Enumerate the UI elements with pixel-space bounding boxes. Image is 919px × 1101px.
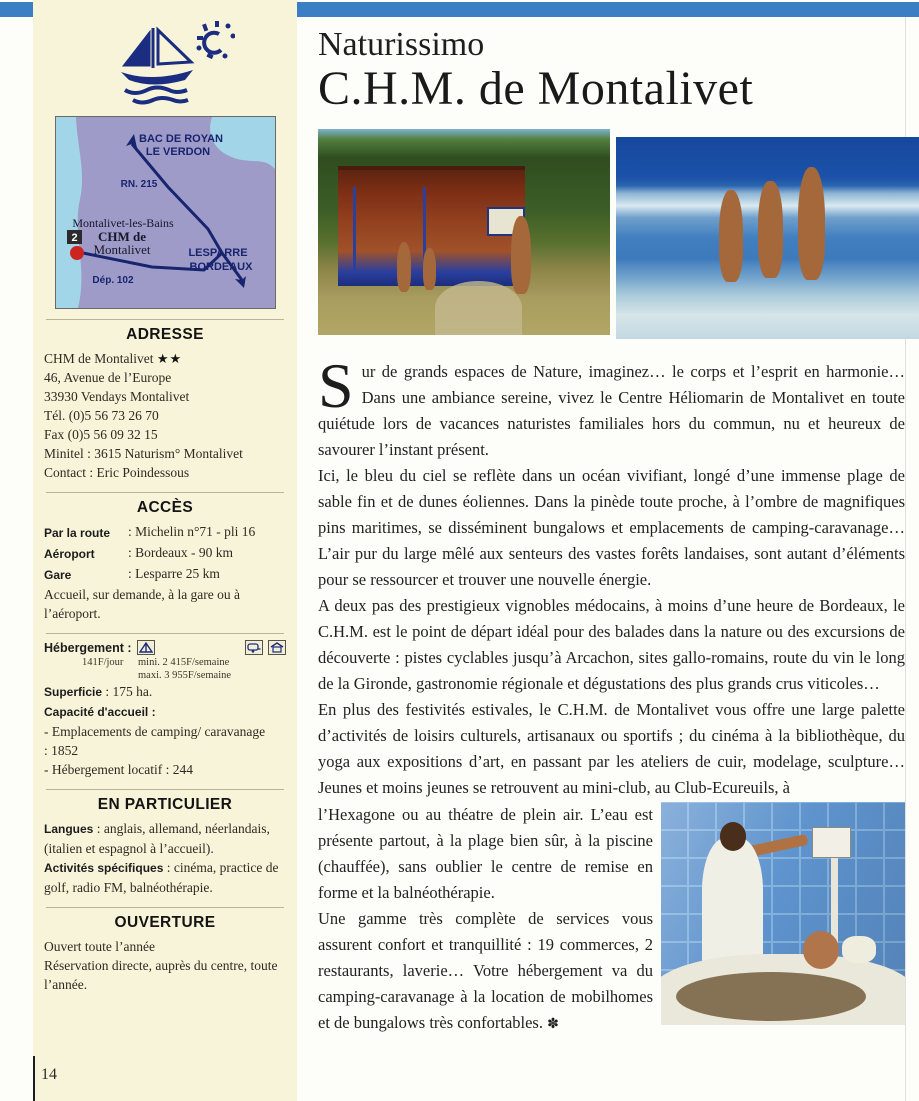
sailboat-sun-logo [95,20,235,110]
section-ouverture [44,907,286,994]
end-mark: ✽ [547,1017,557,1032]
figure-silhouette [511,216,531,294]
price-per-day: 141F/jour [82,657,124,668]
capacite-heading [44,702,286,722]
hebergement-label: Hébergement : [44,640,132,655]
bungalow-post [353,187,356,274]
access-label: Aéroport [44,547,95,561]
map-site-dot [70,246,84,260]
paragraph: Ici, le bleu du ciel se reflète dans un océan vivifiant, longé d’une immense plage de sable fin et de dunes éoliennes. Dans la pinède toute proche, à l’ombre de magnifiques pins maritimes, se disséminent bungalows et emplacements de camping-caravanage… L’air pur du large mêlé aux senteurs des vastes forêts landaises, sont autant d’éléments pour se ressourcer et trouver une nouvelle énergie. [318,466,905,589]
article [318,0,919,1038]
nurse-arm [748,834,808,857]
figure-silhouette [423,248,436,289]
langues-label: Langues [44,822,94,836]
map-road-label: Dép. 102 [91,275,134,286]
access-label: Par la route [44,526,111,540]
sun-icon [197,21,236,59]
article-body [318,350,905,1038]
capacite-label: Capacité d'accueil : [44,705,156,719]
address-line: 46, Avenue de l’Europe [44,370,172,385]
contact-line: Contact : Eric Poindessous [44,465,190,480]
access-note: Accueil, sur demande, à la gare ou à l’aéroport. [44,587,241,621]
price-per-week [138,656,231,682]
photo-strip [318,129,919,339]
section-heading: ACCÈS [136,499,194,516]
ouverture-line: Ouvert toute l’année [44,939,155,954]
divider [46,789,284,790]
bath-pillow [842,936,876,963]
text-photo-wrap [318,802,905,1038]
divider [46,633,284,634]
activites-label: Activités spécifiques [44,861,164,875]
drop-cap: S [318,350,354,421]
section-hebergement [44,633,286,779]
access-label: Gare [44,568,72,582]
location-map [55,116,276,309]
paragraph [318,906,653,1038]
langues-text: : anglais, allemand, néerlandais, (italien et espagnol à l’accueil). [44,821,270,856]
photo-balneotherapy [661,802,905,1025]
bath-water [676,972,866,1021]
map-label: LESPARRE [187,247,248,259]
divider [46,907,284,908]
price-week-min: mini. 2 415F/semaine [138,657,230,668]
figure-silhouette [397,242,412,291]
divider [46,492,284,493]
access-row [44,522,286,543]
capacite-item: - Emplacements de camping/ caravanage : 1852 [44,724,266,758]
narrow-column [318,802,653,1038]
langues-line [44,819,286,858]
access-row [44,564,286,585]
site-name: CHM de Montalivet [44,351,154,366]
nurse-head [720,822,747,851]
divider [46,319,284,320]
superficie-label: Superficie [44,685,103,699]
bather-head [803,931,840,969]
bungalow-icon [268,640,286,655]
map-site-label: Montalivet [92,242,151,257]
paragraph: A deux pas des prestigieux vignobles médocains, à moins d’une heure de Bordeaux, le C.H.M. est le point de départ idéal pour des balades dans la nature ou des excursions de découverte : pistes cyclables jusqu’à Arcachon, sites gallo-romains, route du vin le long de la Gironde, gastronomie régionale et dégustations des plus grands crus viticoles… [318,596,905,693]
section-en-particulier [44,789,286,897]
page-title-line1: Naturissimo [318,26,485,63]
phone-line: Tél. (0)5 56 73 26 70 [44,408,159,423]
map-site-label: CHM de [97,229,146,244]
map-label: BORDEAUX [189,261,252,273]
access-value: : Michelin n°71 - pli 16 [128,524,256,539]
photo-bungalow [318,129,610,335]
paragraph [318,350,905,463]
paragraph: l’Hexagone ou au théatre de plein air. L’eau est présente partout, à la plage bien sûr, à la piscine (chauffée), sans oublier le centre de remise en forme et la balnéothérapie. [318,805,653,902]
map-road-label: RN. 215 [120,179,157,190]
map-marker-number: 2 [70,232,78,244]
address-name-line [44,349,286,368]
figure-silhouette [798,167,825,280]
map-town-label: Montalivet-les-Bains [71,216,174,230]
section-heading: EN PARTICULIER [97,796,233,813]
control-panel [812,827,851,858]
activites-line [44,858,286,897]
minitel-line: Minitel : 3615 Naturism° Montalivet [44,446,243,461]
page-title-line2: C.H.M. de Montalivet [318,62,754,115]
gravel-path [435,281,523,335]
map-label: LE VERDON [145,146,210,158]
activites-text: : cinéma, practice de golf, radio FM, balnéothérapie. [44,860,279,895]
caravan-icon [245,640,263,655]
hebergement-row [44,640,286,655]
section-adresse [44,319,286,482]
page-number: 14 [41,1066,57,1083]
section-acces [44,492,286,623]
photo-ocean-bathers [616,137,919,339]
price-week-max: maxi. 3 955F/semaine [138,670,232,681]
figure-silhouette [719,190,743,283]
star-rating: ★★ [156,351,183,366]
tent-icon [137,640,155,655]
sailboat-icon [95,20,235,110]
access-row [44,543,286,564]
ouverture-line: Réservation directe, auprès du centre, toute l’année. [44,958,278,992]
map-label: BAC DE ROYAN [138,133,223,145]
superficie-value: : 175 ha. [102,684,153,699]
folio-tick [33,1056,35,1101]
capacite-item: - Hébergement locatif : 244 [44,762,193,777]
fax-line: Fax (0)5 56 09 32 15 [44,427,158,442]
paragraph: En plus des festivités estivales, le C.H.M. de Montalivet vous offre une large palette d’activités de loisirs culturels, artisanaux ou sportifs ; du cinéma à la bibliothèque, du yoga aux expositions d’art, en passant par les ateliers de cuir, modelage, sculpture… Jeunes et moins jeunes se retrouvent au mini-club, au Club-Ecureuils, à [318,700,905,797]
access-value: : Lesparre 25 km [128,566,220,581]
superficie-line [44,682,286,702]
address-line: 33930 Vendays Montalivet [44,389,190,404]
sidebar [33,0,297,1101]
paragraph-text: Une gamme très complète de services vous assurent confort et tranquillité : 19 commerces, 2 restaurants, laverie… Votre hébergement va du camping-caravanage à la location de mobilhomes et de bungalows très confortables. [318,909,653,1032]
hebergement-prices [44,656,286,682]
paragraph-text: ur de grands espaces de Nature, imaginez… le corps et l’esprit en harmonie… Dans une ambiance sereine, vivez le Centre Héliomarin de Montalivet en toute quiétude lors de vacances naturistes familiales hors du commun, nu et heureux de savourer l’instant présent. [318,362,905,459]
figure-silhouette [758,181,782,278]
section-heading: OUVERTURE [114,914,216,931]
section-heading: ADRESSE [126,326,204,343]
access-value: : Bordeaux - 90 km [128,545,233,560]
